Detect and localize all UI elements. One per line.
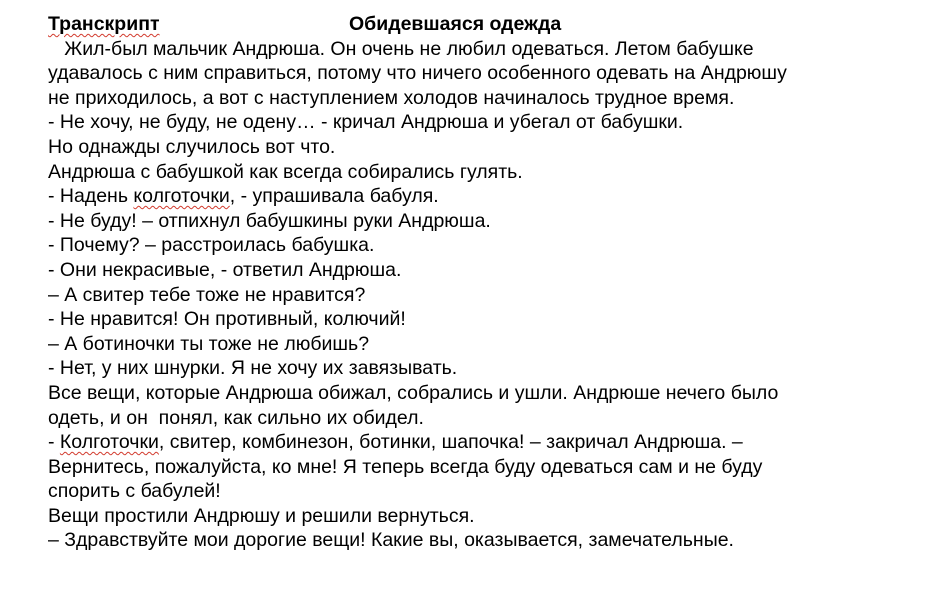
text-line: - Нет, у них шнурки. Я не хочу их завязывать. bbox=[48, 357, 458, 380]
text-line: - Почему? – расстроилась бабушка. bbox=[48, 234, 375, 257]
text-line: – Здравствуйте мои дорогие вещи! Какие вы, оказывается, замечательные. bbox=[48, 529, 734, 552]
transcript-label: Транскрипт bbox=[48, 13, 160, 35]
text-line: – А свитер тебе тоже не нравится? bbox=[48, 283, 366, 306]
text-line: Но однажды случилось вот что. bbox=[48, 135, 336, 158]
text-line: спорить с бабулей! bbox=[48, 480, 221, 503]
text-line: – А ботиночки ты тоже не любишь? bbox=[48, 332, 370, 355]
text-line: - Не нравится! Он противный, колючий! bbox=[48, 308, 406, 331]
text-line: Жил-был мальчик Андрюша. Он очень не любил одеваться. Летом бабушке bbox=[48, 37, 754, 60]
text-line: Вещи простили Андрюшу и решили вернуться. bbox=[48, 504, 475, 527]
spellcheck-word: Колготочки bbox=[59, 431, 159, 454]
spellcheck-word: колготочки bbox=[133, 185, 230, 208]
text-line: Вернитесь, пожалуйста, ко мне! Я теперь всегда буду одеваться сам и не буду bbox=[48, 455, 763, 478]
text-fragment: , свитер, комбинезон, ботинки, шапочка! – закричал Андрюша. – bbox=[158, 431, 743, 454]
text-line: - Они некрасивые, - ответил Андрюша. bbox=[48, 258, 402, 281]
story-title: Обидевшаяся одежда bbox=[349, 13, 562, 35]
text-line: не приходилось, а вот с наступлением холодов начиналось трудное время. bbox=[48, 86, 735, 109]
story-text bbox=[48, 37, 928, 553]
text-line: Андрюша с бабушкой как всегда собирались гулять. bbox=[48, 160, 523, 183]
text-fragment: - bbox=[48, 431, 60, 454]
document-page bbox=[48, 12, 928, 553]
text-line: одеть, и он понял, как сильно их обидел. bbox=[48, 406, 424, 429]
text-line: Все вещи, которые Андрюша обижал, собрались и ушли. Андрюше нечего было bbox=[48, 381, 779, 404]
text-fragment: - Надень bbox=[48, 185, 134, 208]
text-line bbox=[48, 430, 928, 455]
text-line bbox=[48, 184, 928, 209]
document-header bbox=[48, 12, 928, 37]
text-line: - Не буду! – отпихнул бабушкины руки Андрюша. bbox=[48, 209, 491, 232]
text-line: удавалось с ним справиться, потому что ничего особенного одевать на Андрюшу bbox=[48, 62, 787, 85]
text-line: - Не хочу, не буду, не одену… - кричал Андрюша и убегал от бабушки. bbox=[48, 111, 684, 134]
text-fragment: , - упрашивала бабуля. bbox=[229, 185, 439, 208]
